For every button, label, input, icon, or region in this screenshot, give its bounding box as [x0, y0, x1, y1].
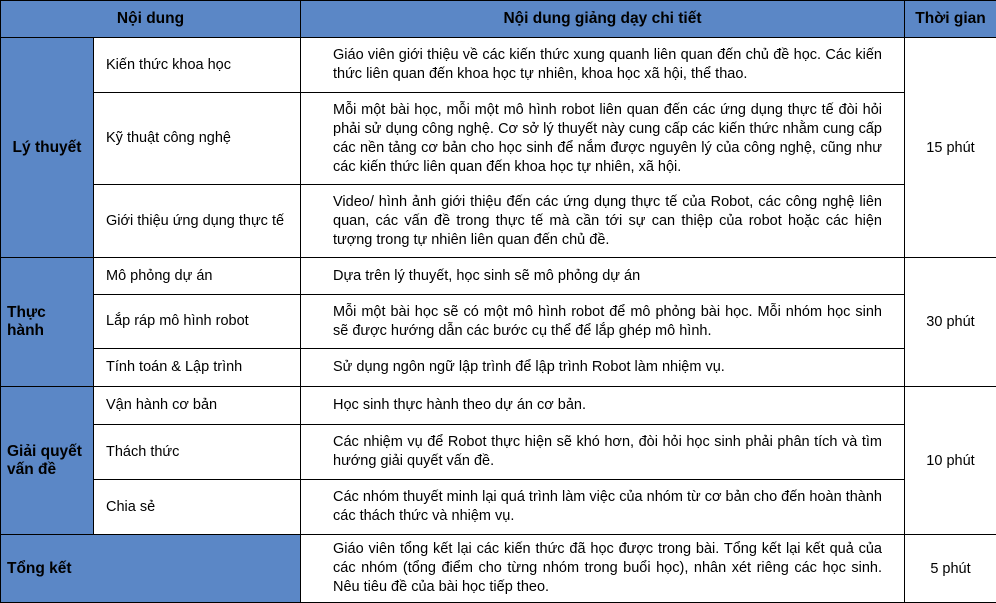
- detail-cell: Giáo viên giới thiệu về các kiến thức xung quanh liên quan đến chủ đề học. Các kiến thức liên quan đến khoa học tự nhiên, khoa học xã hội, thể thao.: [301, 38, 905, 93]
- header-content: Nội dung: [1, 1, 301, 38]
- group-title-summary: Tổng kết: [1, 535, 301, 603]
- detail-cell: Học sinh thực hành theo dự án cơ bản.: [301, 387, 905, 425]
- detail-cell: Video/ hình ảnh giới thiệu đến các ứng dụng thực tế của Robot, các công nghệ liên quan, các vấn đề trong thực tế mà cần tới sự can thiệp của robot hoặc các hiện tượng trong tự nhiên liên quan đến chủ đề.: [301, 185, 905, 258]
- detail-cell: Sử dụng ngôn ngữ lập trình để lập trình Robot làm nhiệm vụ.: [301, 349, 905, 387]
- detail-cell: Các nhóm thuyết minh lại quá trình làm việc của nhóm từ cơ bản cho đến hoàn thành các thách thức và nhiệm vụ.: [301, 480, 905, 535]
- header-row: [1, 1, 996, 38]
- detail-cell: Mỗi một bài học sẽ có một mô hình robot để mô phỏng bài học. Mỗi nhóm học sinh sẽ được hướng dẫn các bước cụ thể để lắp ghép mô hình.: [301, 295, 905, 349]
- table-row: [1, 185, 996, 258]
- table-row: [1, 93, 996, 185]
- group-title-theory: Lý thuyết: [1, 38, 94, 258]
- table-row: [1, 387, 996, 425]
- subtopic-cell: Kiến thức khoa học: [94, 38, 301, 93]
- subtopic-cell: Tính toán & Lập trình: [94, 349, 301, 387]
- detail-cell: Các nhiệm vụ để Robot thực hiện sẽ khó hơn, đòi hỏi học sinh phải phân tích và tìm hướng giải quyết vấn đề.: [301, 425, 905, 480]
- subtopic-cell: Chia sẻ: [94, 480, 301, 535]
- header-detail: Nội dung giảng dạy chi tiết: [301, 1, 905, 38]
- table-row: [1, 425, 996, 480]
- time-cell-theory: 15 phút: [905, 38, 996, 258]
- time-cell-solve: 10 phút: [905, 387, 996, 535]
- table-row: [1, 258, 996, 295]
- detail-cell: Mỗi một bài học, mỗi một mô hình robot liên quan đến các ứng dụng thực tế đòi hỏi phải sử dụng công nghệ. Cơ sở lý thuyết này cung cấp các kiến thức nhằm cung cấp các nền tảng cơ bản cho học sinh để nắm được nguyên lý của công nghệ, cũng như các kiến thức liên quan đến khoa học tự nhiên, xã hội.: [301, 93, 905, 185]
- detail-cell: Giáo viên tổng kết lại các kiến thức đã học được trong bài. Tổng kết lại kết quả của các nhóm (tổng điểm cho từng nhóm trong buổi học), nhân xét riêng các học sinh. Nêu tiêu đề của bài học tiếp theo.: [301, 535, 905, 603]
- group-title-practice: Thực hành: [1, 258, 94, 387]
- subtopic-cell: Thách thức: [94, 425, 301, 480]
- time-cell-summary: 5 phút: [905, 535, 996, 603]
- subtopic-cell: Lắp ráp mô hình robot: [94, 295, 301, 349]
- detail-cell: Dựa trên lý thuyết, học sinh sẽ mô phỏng dự án: [301, 258, 905, 295]
- subtopic-cell: Kỹ thuật công nghệ: [94, 93, 301, 185]
- subtopic-cell: Vận hành cơ bản: [94, 387, 301, 425]
- time-cell-practice: 30 phút: [905, 258, 996, 387]
- table-row: [1, 38, 996, 93]
- subtopic-cell: Giới thiệu ứng dụng thực tế: [94, 185, 301, 258]
- header-time: Thời gian: [905, 1, 996, 38]
- table-row: [1, 535, 996, 603]
- subtopic-cell: Mô phỏng dự án: [94, 258, 301, 295]
- group-title-solve: Giải quyết vấn đề: [1, 387, 94, 535]
- table-row: [1, 480, 996, 535]
- table-row: [1, 349, 996, 387]
- table-row: [1, 295, 996, 349]
